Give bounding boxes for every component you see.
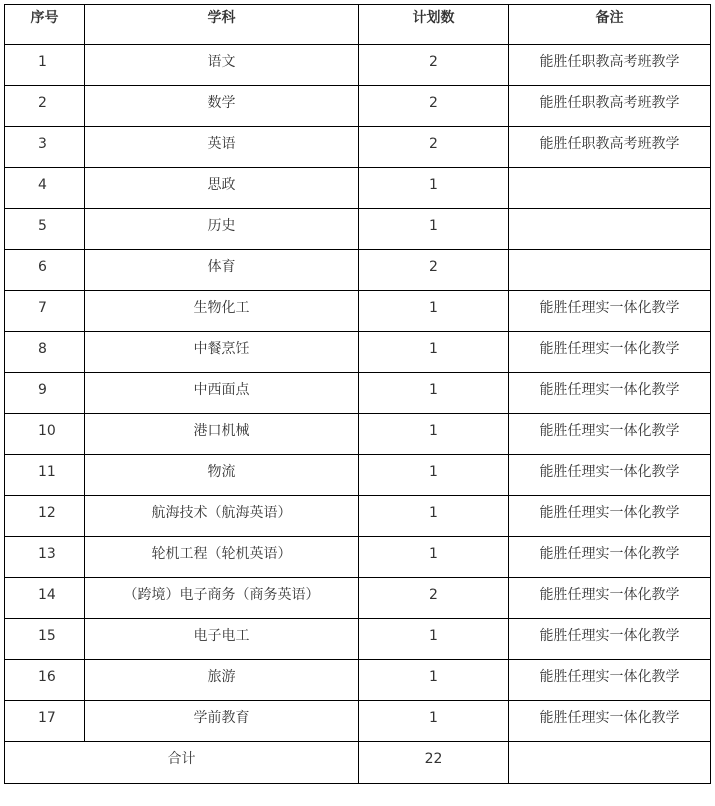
row-note-cell: 能胜任理实一体化教学	[509, 291, 711, 332]
row-no-cell: 7	[5, 291, 85, 332]
row-plan-cell: 2	[359, 86, 509, 127]
row-note-cell: 能胜任理实一体化教学	[509, 619, 711, 660]
row-plan-cell: 2	[359, 578, 509, 619]
row-no-cell: 13	[5, 537, 85, 578]
row-no-cell: 16	[5, 660, 85, 701]
row-plan-cell: 2	[359, 250, 509, 291]
row-subject-cell: 数学	[85, 86, 359, 127]
recruitment-plan-table	[4, 4, 711, 784]
row-note-cell	[509, 209, 711, 250]
table-row	[5, 332, 711, 373]
table-row	[5, 455, 711, 496]
table-row	[5, 496, 711, 537]
row-no-cell: 3	[5, 127, 85, 168]
header-no: 序号	[5, 5, 85, 45]
row-subject-cell: 语文	[85, 45, 359, 86]
row-subject-cell: 航海技术（航海英语）	[85, 496, 359, 537]
row-subject-cell: （跨境）电子商务（商务英语）	[85, 578, 359, 619]
row-plan-cell: 1	[359, 291, 509, 332]
header-subject: 学科	[85, 5, 359, 45]
row-plan-cell: 1	[359, 455, 509, 496]
table-row	[5, 537, 711, 578]
table-row	[5, 45, 711, 86]
row-plan-cell: 2	[359, 45, 509, 86]
header-plan: 计划数	[359, 5, 509, 45]
row-subject-cell: 生物化工	[85, 291, 359, 332]
table-row	[5, 619, 711, 660]
table-row	[5, 660, 711, 701]
row-no-cell: 9	[5, 373, 85, 414]
row-note-cell: 能胜任理实一体化教学	[509, 373, 711, 414]
row-plan-cell: 1	[359, 332, 509, 373]
row-plan-cell: 1	[359, 209, 509, 250]
table-row	[5, 414, 711, 455]
row-no-cell: 17	[5, 701, 85, 742]
header-note: 备注	[509, 5, 711, 45]
row-plan-cell: 1	[359, 373, 509, 414]
row-plan-cell: 1	[359, 168, 509, 209]
total-label: 合计	[5, 742, 359, 784]
row-no-cell: 12	[5, 496, 85, 537]
row-plan-cell: 1	[359, 619, 509, 660]
row-subject-cell: 体育	[85, 250, 359, 291]
table-row	[5, 373, 711, 414]
row-subject-cell: 中西面点	[85, 373, 359, 414]
row-note-cell: 能胜任理实一体化教学	[509, 455, 711, 496]
table-row	[5, 168, 711, 209]
row-note-cell: 能胜任理实一体化教学	[509, 701, 711, 742]
row-subject-cell: 港口机械	[85, 414, 359, 455]
row-no-cell: 8	[5, 332, 85, 373]
row-plan-cell: 1	[359, 496, 509, 537]
total-note	[509, 742, 711, 784]
row-note-cell: 能胜任理实一体化教学	[509, 496, 711, 537]
row-note-cell: 能胜任理实一体化教学	[509, 537, 711, 578]
row-plan-cell: 1	[359, 414, 509, 455]
row-plan-cell: 2	[359, 127, 509, 168]
row-plan-cell: 1	[359, 537, 509, 578]
row-subject-cell: 轮机工程（轮机英语）	[85, 537, 359, 578]
table-row	[5, 209, 711, 250]
row-note-cell: 能胜任理实一体化教学	[509, 660, 711, 701]
row-plan-cell: 1	[359, 660, 509, 701]
row-note-cell: 能胜任职教高考班教学	[509, 86, 711, 127]
row-no-cell: 15	[5, 619, 85, 660]
row-subject-cell: 旅游	[85, 660, 359, 701]
row-subject-cell: 英语	[85, 127, 359, 168]
row-note-cell	[509, 250, 711, 291]
row-no-cell: 14	[5, 578, 85, 619]
row-subject-cell: 物流	[85, 455, 359, 496]
row-note-cell: 能胜任理实一体化教学	[509, 414, 711, 455]
row-no-cell: 11	[5, 455, 85, 496]
row-subject-cell: 思政	[85, 168, 359, 209]
table-row	[5, 86, 711, 127]
table-row	[5, 291, 711, 332]
row-note-cell: 能胜任理实一体化教学	[509, 578, 711, 619]
row-plan-cell: 1	[359, 701, 509, 742]
table-body	[5, 45, 711, 742]
row-no-cell: 5	[5, 209, 85, 250]
row-subject-cell: 学前教育	[85, 701, 359, 742]
total-plan: 22	[359, 742, 509, 784]
table-row	[5, 127, 711, 168]
row-subject-cell: 电子电工	[85, 619, 359, 660]
row-subject-cell: 中餐烹饪	[85, 332, 359, 373]
table-row	[5, 578, 711, 619]
row-subject-cell: 历史	[85, 209, 359, 250]
row-note-cell: 能胜任理实一体化教学	[509, 332, 711, 373]
table-total-row	[5, 742, 711, 784]
row-note-cell: 能胜任职教高考班教学	[509, 45, 711, 86]
row-note-cell	[509, 168, 711, 209]
table-row	[5, 250, 711, 291]
row-no-cell: 2	[5, 86, 85, 127]
row-no-cell: 6	[5, 250, 85, 291]
table-header-row	[5, 5, 711, 45]
row-no-cell: 10	[5, 414, 85, 455]
table-row	[5, 701, 711, 742]
row-no-cell: 1	[5, 45, 85, 86]
row-no-cell: 4	[5, 168, 85, 209]
row-note-cell: 能胜任职教高考班教学	[509, 127, 711, 168]
